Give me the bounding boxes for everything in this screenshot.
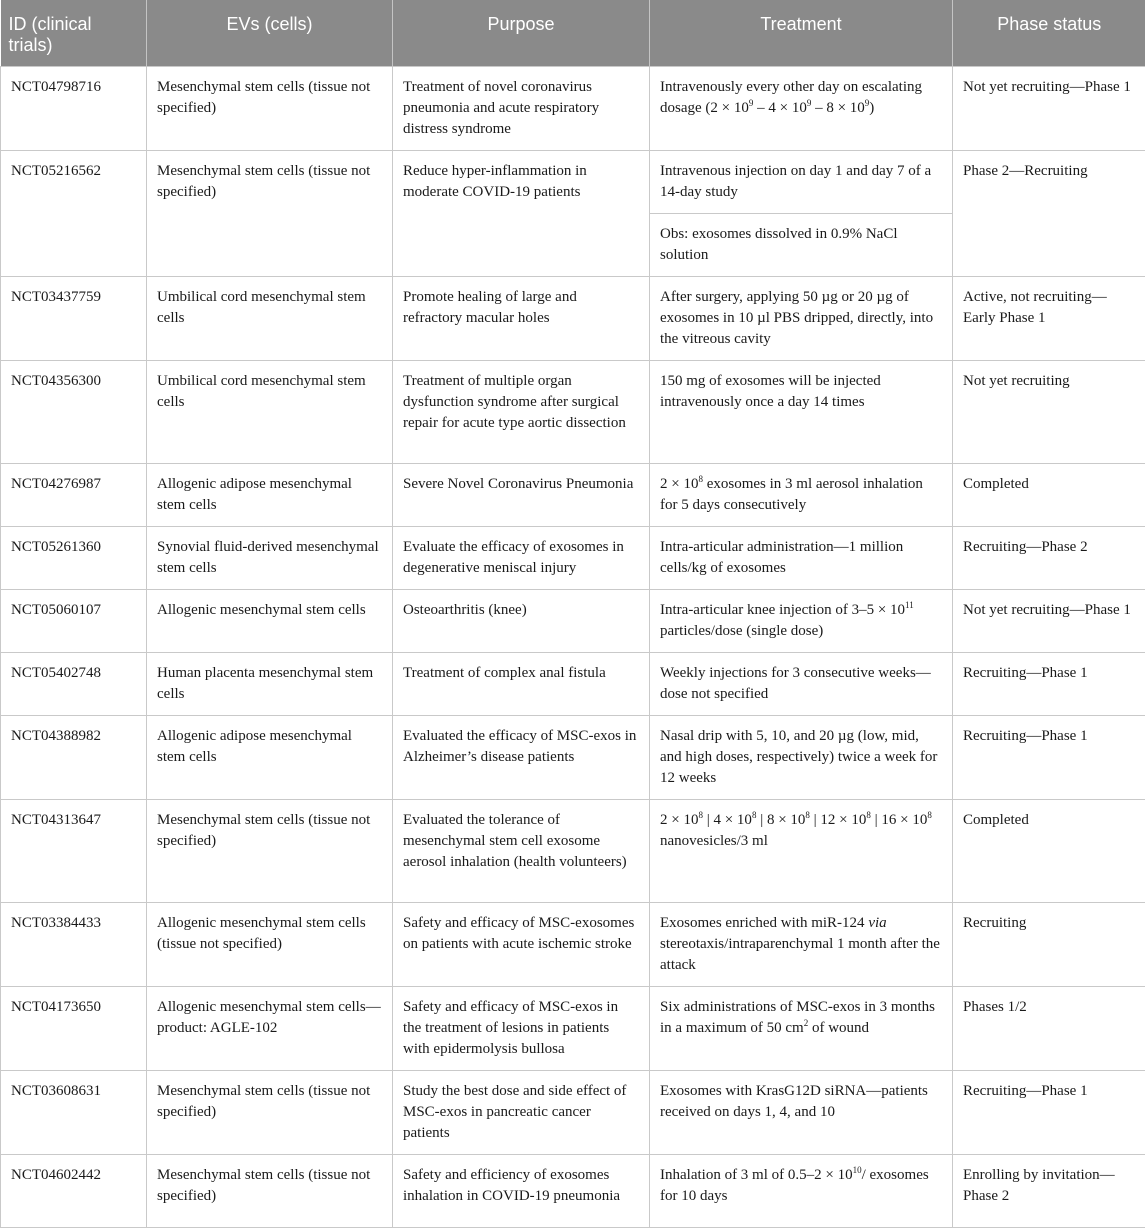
cell-evs: Allogenic adipose mesenchymal stem cells — [147, 464, 393, 527]
header-treatment: Treatment — [650, 0, 953, 67]
table-row — [1, 590, 1145, 653]
cell-id: NCT03608631 — [1, 1071, 147, 1155]
cell-phase: Not yet recruiting—Phase 1 — [953, 590, 1145, 653]
table-header — [1, 0, 1145, 67]
cell-id: NCT04798716 — [1, 67, 147, 151]
table-row — [1, 277, 1145, 361]
cell-id: NCT05402748 — [1, 653, 147, 716]
cell-purpose: Severe Novel Coronavirus Pneumonia — [393, 464, 650, 527]
header-id: ID (clinical trials) — [1, 0, 147, 67]
cell-treatment: Intra-articular administration—1 million cells/kg of exosomes — [650, 527, 953, 590]
cell-id: NCT04173650 — [1, 987, 147, 1071]
table-row — [1, 987, 1145, 1071]
cell-treatment: Six administrations of MSC-exos in 3 months in a maximum of 50 $cm^2$ of wound — [650, 987, 953, 1071]
cell-evs: Umbilical cord mesenchymal stem cells — [147, 361, 393, 464]
cell-treatment: Weekly injections for 3 consecutive weeks—dose not specified — [650, 653, 953, 716]
cell-purpose: Study the best dose and side effect of MSC-exos in pancreatic cancer patients — [393, 1071, 650, 1155]
table-row — [1, 903, 1145, 987]
cell-id: NCT05261360 — [1, 527, 147, 590]
cell-evs: Allogenic mesenchymal stem cells — [147, 590, 393, 653]
cell-treatment: After surgery, applying 50 µg or 20 µg of exosomes in 10 µl PBS dripped, directly, into the vitreous cavity — [650, 277, 953, 361]
cell-id: NCT05216562 — [1, 151, 147, 277]
cell-purpose: Safety and efficiency of exosomes inhalation in COVID-19 pneumonia — [393, 1155, 650, 1228]
cell-treatment: Exosomes enriched with miR-124 via stereotaxis/intraparenchymal 1 month after the attack — [650, 903, 953, 987]
cell-evs: Synovial fluid-derived mesenchymal stem cells — [147, 527, 393, 590]
cell-purpose: Reduce hyper-inflammation in moderate COVID-19 patients — [393, 151, 650, 277]
cell-id: NCT04313647 — [1, 800, 147, 903]
cell-treatment: Nasal drip with 5, 10, and 20 µg (low, mid, and high doses, respectively) twice a week for 12 weeks — [650, 716, 953, 800]
cell-evs: Mesenchymal stem cells (tissue not specified) — [147, 1071, 393, 1155]
table-row — [1, 1071, 1145, 1155]
cell-phase: Recruiting—Phase 2 — [953, 527, 1145, 590]
cell-treatment: Intravenous injection on day 1 and day 7 of a 14-day study — [650, 151, 953, 214]
cell-treatment: Intra-articular knee injection of $3-5 \times 10^{11}$ particles/dose (single dose) — [650, 590, 953, 653]
cell-evs: Allogenic mesenchymal stem cells—product: AGLE-102 — [147, 987, 393, 1071]
cell-evs: Mesenchymal stem cells (tissue not specified) — [147, 67, 393, 151]
table-row — [1, 653, 1145, 716]
cell-phase: Completed — [953, 464, 1145, 527]
cell-phase: Not yet recruiting—Phase 1 — [953, 67, 1145, 151]
cell-evs: Allogenic mesenchymal stem cells (tissue not specified) — [147, 903, 393, 987]
table-row — [1, 1155, 1145, 1228]
cell-purpose: Evaluated the tolerance of mesenchymal stem cell exosome aerosol inhalation (health volunteers) — [393, 800, 650, 903]
cell-purpose: Safety and efficacy of MSC-exosomes on patients with acute ischemic stroke — [393, 903, 650, 987]
table-row — [1, 527, 1145, 590]
cell-phase: Active, not recruiting—Early Phase 1 — [953, 277, 1145, 361]
cell-id: NCT04388982 — [1, 716, 147, 800]
cell-phase: Enrolling by invitation—Phase 2 — [953, 1155, 1145, 1228]
table-row — [1, 151, 1145, 214]
cell-id: NCT03437759 — [1, 277, 147, 361]
cell-treatment: $2 \times 10^8$ exosomes in 3 ml aerosol inhalation for 5 days consecutively — [650, 464, 953, 527]
cell-treatment: Inhalation of 3 ml of $0.5-2 \times 10^{10}/$ exosomes for 10 days — [650, 1155, 953, 1228]
cell-evs: Mesenchymal stem cells (tissue not specified) — [147, 800, 393, 903]
cell-treatment: $2 \times 10^8$ | $4 \times 10^8$ | $8 \times 10^8$ | $12 \times 10^8$ | $16 \times 10^8$ nanovesicles/3 ml — [650, 800, 953, 903]
cell-purpose: Evaluate the efficacy of exosomes in degenerative meniscal injury — [393, 527, 650, 590]
cell-evs: Mesenchymal stem cells (tissue not specified) — [147, 1155, 393, 1228]
table-row — [1, 67, 1145, 151]
cell-id: NCT04602442 — [1, 1155, 147, 1228]
cell-id: NCT05060107 — [1, 590, 147, 653]
cell-phase: Recruiting—Phase 1 — [953, 653, 1145, 716]
header-purpose: Purpose — [393, 0, 650, 67]
cell-phase: Phases 1/2 — [953, 987, 1145, 1071]
table-row — [1, 716, 1145, 800]
cell-treatment: Exosomes with KrasG12D siRNA—patients received on days 1, 4, and 10 — [650, 1071, 953, 1155]
cell-phase: Completed — [953, 800, 1145, 903]
header-row — [1, 0, 1145, 67]
cell-phase: Recruiting—Phase 1 — [953, 716, 1145, 800]
table-row — [1, 464, 1145, 527]
cell-evs: Umbilical cord mesenchymal stem cells — [147, 277, 393, 361]
cell-evs: Allogenic adipose mesenchymal stem cells — [147, 716, 393, 800]
cell-purpose: Treatment of multiple organ dysfunction syndrome after surgical repair for acute type aortic dissection — [393, 361, 650, 464]
cell-id: NCT04276987 — [1, 464, 147, 527]
cell-treatment: Intravenously every other day on escalating dosage $(2 \times 10^9 - 4 \times 10^9 - 8 \times 10^9)$ — [650, 67, 953, 151]
cell-evs: Human placenta mesenchymal stem cells — [147, 653, 393, 716]
cell-evs: Mesenchymal stem cells (tissue not specified) — [147, 151, 393, 277]
cell-purpose: Treatment of complex anal fistula — [393, 653, 650, 716]
cell-purpose: Evaluated the efficacy of MSC-exos in Alzheimer’s disease patients — [393, 716, 650, 800]
cell-id: NCT04356300 — [1, 361, 147, 464]
cell-purpose: Promote healing of large and refractory macular holes — [393, 277, 650, 361]
table-row — [1, 800, 1145, 903]
cell-treatment: 150 mg of exosomes will be injected intravenously once a day 14 times — [650, 361, 953, 464]
cell-id: NCT03384433 — [1, 903, 147, 987]
header-phase-status: Phase status — [953, 0, 1145, 67]
table-row — [1, 361, 1145, 464]
cell-purpose: Osteoarthritis (knee) — [393, 590, 650, 653]
cell-treatment-note: Obs: exosomes dissolved in 0.9% NaCl solution — [650, 214, 953, 277]
cell-purpose: Treatment of novel coronavirus pneumonia and acute respiratory distress syndrome — [393, 67, 650, 151]
cell-phase: Not yet recruiting — [953, 361, 1145, 464]
cell-phase: Phase 2—Recruiting — [953, 151, 1145, 277]
table-body — [1, 67, 1145, 1228]
cell-purpose: Safety and efficacy of MSC-exos in the treatment of lesions in patients with epidermolysis bullosa — [393, 987, 650, 1071]
header-evs: EVs (cells) — [147, 0, 393, 67]
cell-phase: Recruiting—Phase 1 — [953, 1071, 1145, 1155]
cell-phase: Recruiting — [953, 903, 1145, 987]
